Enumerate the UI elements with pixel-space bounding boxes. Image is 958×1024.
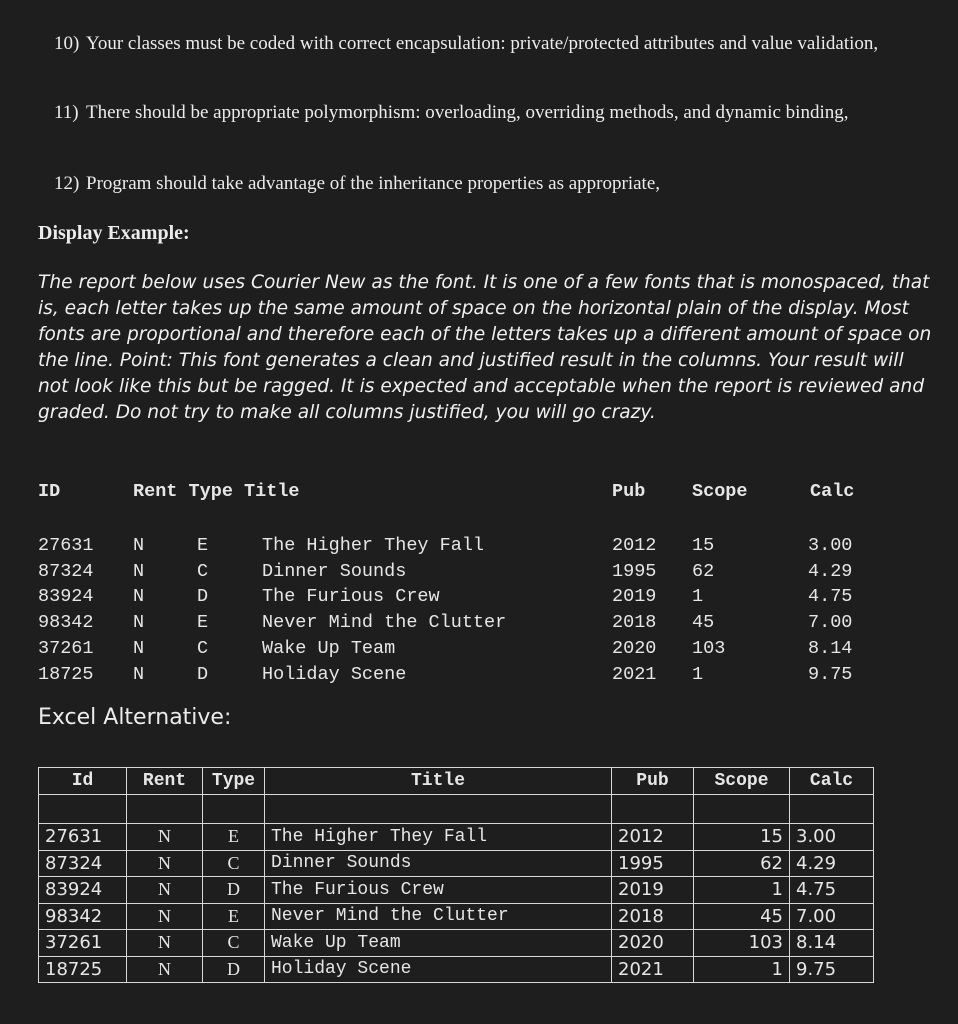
report-cell-rent: N: [133, 612, 145, 633]
excel-cell-rent: N: [127, 930, 203, 957]
excel-header-rent: Rent: [127, 768, 203, 795]
table-row: [39, 903, 874, 930]
report-cell-id: 98342: [38, 612, 94, 633]
excel-cell-rent: N: [127, 903, 203, 930]
excel-cell-title: Holiday Scene: [265, 956, 612, 983]
report-cell-rent: N: [133, 535, 145, 556]
report-cell-scope: 15: [692, 535, 715, 556]
excel-cell-calc: 8.14: [790, 930, 874, 957]
report-cell-calc: 9.75: [808, 664, 853, 685]
report-cell-type: E: [197, 612, 209, 633]
excel-empty-cell: [694, 795, 790, 824]
excel-cell-type: E: [203, 824, 265, 851]
report-cell-rent: N: [133, 638, 145, 659]
excel-empty-cell: [203, 795, 265, 824]
report-cell-calc: 3.00: [808, 535, 853, 556]
report-header-pub: Pub: [612, 481, 646, 502]
table-row: [39, 824, 874, 851]
excel-cell-type: E: [203, 903, 265, 930]
report-cell-title: Holiday Scene: [262, 664, 407, 685]
report-cell-id: 87324: [38, 561, 94, 582]
requirement-11: [54, 101, 914, 124]
report-cell-id: 37261: [38, 638, 94, 659]
report-cell-pub: 2021: [612, 664, 657, 685]
table-row: [39, 877, 874, 904]
excel-cell-pub: 2020: [612, 930, 694, 957]
requirement-text: There should be appropriate polymorphism: overloading, overriding methods, and dynamic binding,: [86, 102, 849, 123]
report-cell-scope: 1: [692, 664, 704, 685]
report-cell-title: The Higher They Fall: [262, 535, 485, 556]
report-cell-pub: 1995: [612, 561, 657, 582]
table-row: [39, 850, 874, 877]
excel-cell-scope: 1: [694, 956, 790, 983]
report-cell-scope: 62: [692, 561, 715, 582]
requirement-12: [54, 172, 914, 195]
excel-cell-title: Wake Up Team: [265, 930, 612, 957]
excel-cell-type: C: [203, 930, 265, 957]
report-cell-id: 83924: [38, 586, 94, 607]
report-cell-title: Never Mind the Clutter: [262, 612, 507, 633]
excel-table: [38, 767, 874, 983]
excel-cell-scope: 103: [694, 930, 790, 957]
report-cell-rent: N: [133, 664, 145, 685]
excel-cell-pub: 1995: [612, 850, 694, 877]
report-cell-calc: 4.29: [808, 561, 853, 582]
excel-cell-calc: 9.75: [790, 956, 874, 983]
excel-cell-id: 27631: [39, 824, 127, 851]
excel-cell-title: Never Mind the Clutter: [265, 903, 612, 930]
report-cell-id: 27631: [38, 535, 94, 556]
report-cell-pub: 2020: [612, 638, 657, 659]
excel-cell-pub: 2012: [612, 824, 694, 851]
excel-cell-rent: N: [127, 956, 203, 983]
report-cell-title: The Furious Crew: [262, 586, 440, 607]
excel-cell-id: 98342: [39, 903, 127, 930]
requirement-number: 12): [54, 173, 80, 194]
excel-header-type: Type: [203, 768, 265, 795]
excel-empty-cell: [39, 795, 127, 824]
report-cell-calc: 7.00: [808, 612, 853, 633]
excel-empty-cell: [265, 795, 612, 824]
excel-cell-pub: 2019: [612, 877, 694, 904]
report-cell-rent: N: [133, 561, 145, 582]
excel-cell-scope: 15: [694, 824, 790, 851]
report-cell-calc: 8.14: [808, 638, 853, 659]
report-cell-rent: N: [133, 586, 145, 607]
excel-cell-id: 18725: [39, 956, 127, 983]
report-cell-type: C: [197, 638, 209, 659]
display-example-heading: Display Example:: [38, 222, 190, 244]
excel-empty-cell: [790, 795, 874, 824]
excel-cell-id: 83924: [39, 877, 127, 904]
excel-header-title: Title: [265, 768, 612, 795]
report-cell-title: Dinner Sounds: [262, 561, 407, 582]
excel-alternative-heading: Excel Alternative:: [38, 705, 232, 730]
excel-cell-scope: 1: [694, 877, 790, 904]
report-cell-type: E: [197, 535, 209, 556]
excel-cell-rent: N: [127, 850, 203, 877]
excel-cell-scope: 45: [694, 903, 790, 930]
report-header-id: ID: [38, 481, 61, 502]
report-header-calc: Calc: [810, 481, 855, 502]
excel-empty-cell: [127, 795, 203, 824]
excel-header-id: Id: [39, 768, 127, 795]
excel-cell-pub: 2018: [612, 903, 694, 930]
excel-cell-calc: 4.75: [790, 877, 874, 904]
requirement-number: 11): [54, 102, 79, 123]
report-cell-pub: 2012: [612, 535, 657, 556]
requirement-text: Your classes must be coded with correct encapsulation: private/protected attributes and value validation,: [86, 33, 879, 54]
excel-cell-calc: 3.00: [790, 824, 874, 851]
report-cell-scope: 1: [692, 586, 704, 607]
report-header-rent-type-title: Rent Type Title: [133, 481, 300, 502]
excel-cell-type: D: [203, 956, 265, 983]
excel-cell-rent: N: [127, 824, 203, 851]
excel-cell-title: The Higher They Fall: [265, 824, 612, 851]
report-cell-type: C: [197, 561, 209, 582]
excel-cell-id: 37261: [39, 930, 127, 957]
excel-cell-title: The Furious Crew: [265, 877, 612, 904]
excel-cell-type: C: [203, 850, 265, 877]
intro-paragraph: The report below uses Courier New as the font. It is one of a few fonts that is monospaced, that is, each letter takes up the same amount of space on the horizontal plain of the display. Most fonts are proportional and therefore each of the letters takes up a different amount of space on the line. Point: This font generates a clean and justified result in the columns. Your result will not look like this but be ragged. It is expected and acceptable when the report is reviewed and graded. Do not try to make all columns justified, you will go crazy.: [38, 272, 932, 423]
excel-header-row: [39, 768, 874, 795]
requirement-10: [54, 32, 914, 55]
excel-empty-cell: [612, 795, 694, 824]
table-row: [39, 956, 874, 983]
requirement-number: 10): [54, 33, 80, 54]
report-cell-type: D: [197, 586, 209, 607]
excel-cell-scope: 62: [694, 850, 790, 877]
report-cell-title: Wake Up Team: [262, 638, 396, 659]
report-cell-pub: 2019: [612, 586, 657, 607]
report-header-scope: Scope: [692, 481, 748, 502]
excel-header-calc: Calc: [790, 768, 874, 795]
excel-cell-calc: 7.00: [790, 903, 874, 930]
excel-header-scope: Scope: [694, 768, 790, 795]
excel-header-pub: Pub: [612, 768, 694, 795]
report-cell-id: 18725: [38, 664, 94, 685]
report-cell-calc: 4.75: [808, 586, 853, 607]
report-cell-type: D: [197, 664, 209, 685]
table-row: [39, 930, 874, 957]
excel-cell-id: 87324: [39, 850, 127, 877]
report-cell-pub: 2018: [612, 612, 657, 633]
excel-cell-type: D: [203, 877, 265, 904]
report-cell-scope: 103: [692, 638, 726, 659]
requirement-text: Program should take advantage of the inheritance properties as appropriate,: [86, 173, 661, 194]
excel-cell-pub: 2021: [612, 956, 694, 983]
report-cell-scope: 45: [692, 612, 715, 633]
excel-cell-title: Dinner Sounds: [265, 850, 612, 877]
excel-cell-calc: 4.29: [790, 850, 874, 877]
excel-blank-row: [39, 795, 874, 824]
excel-cell-rent: N: [127, 877, 203, 904]
